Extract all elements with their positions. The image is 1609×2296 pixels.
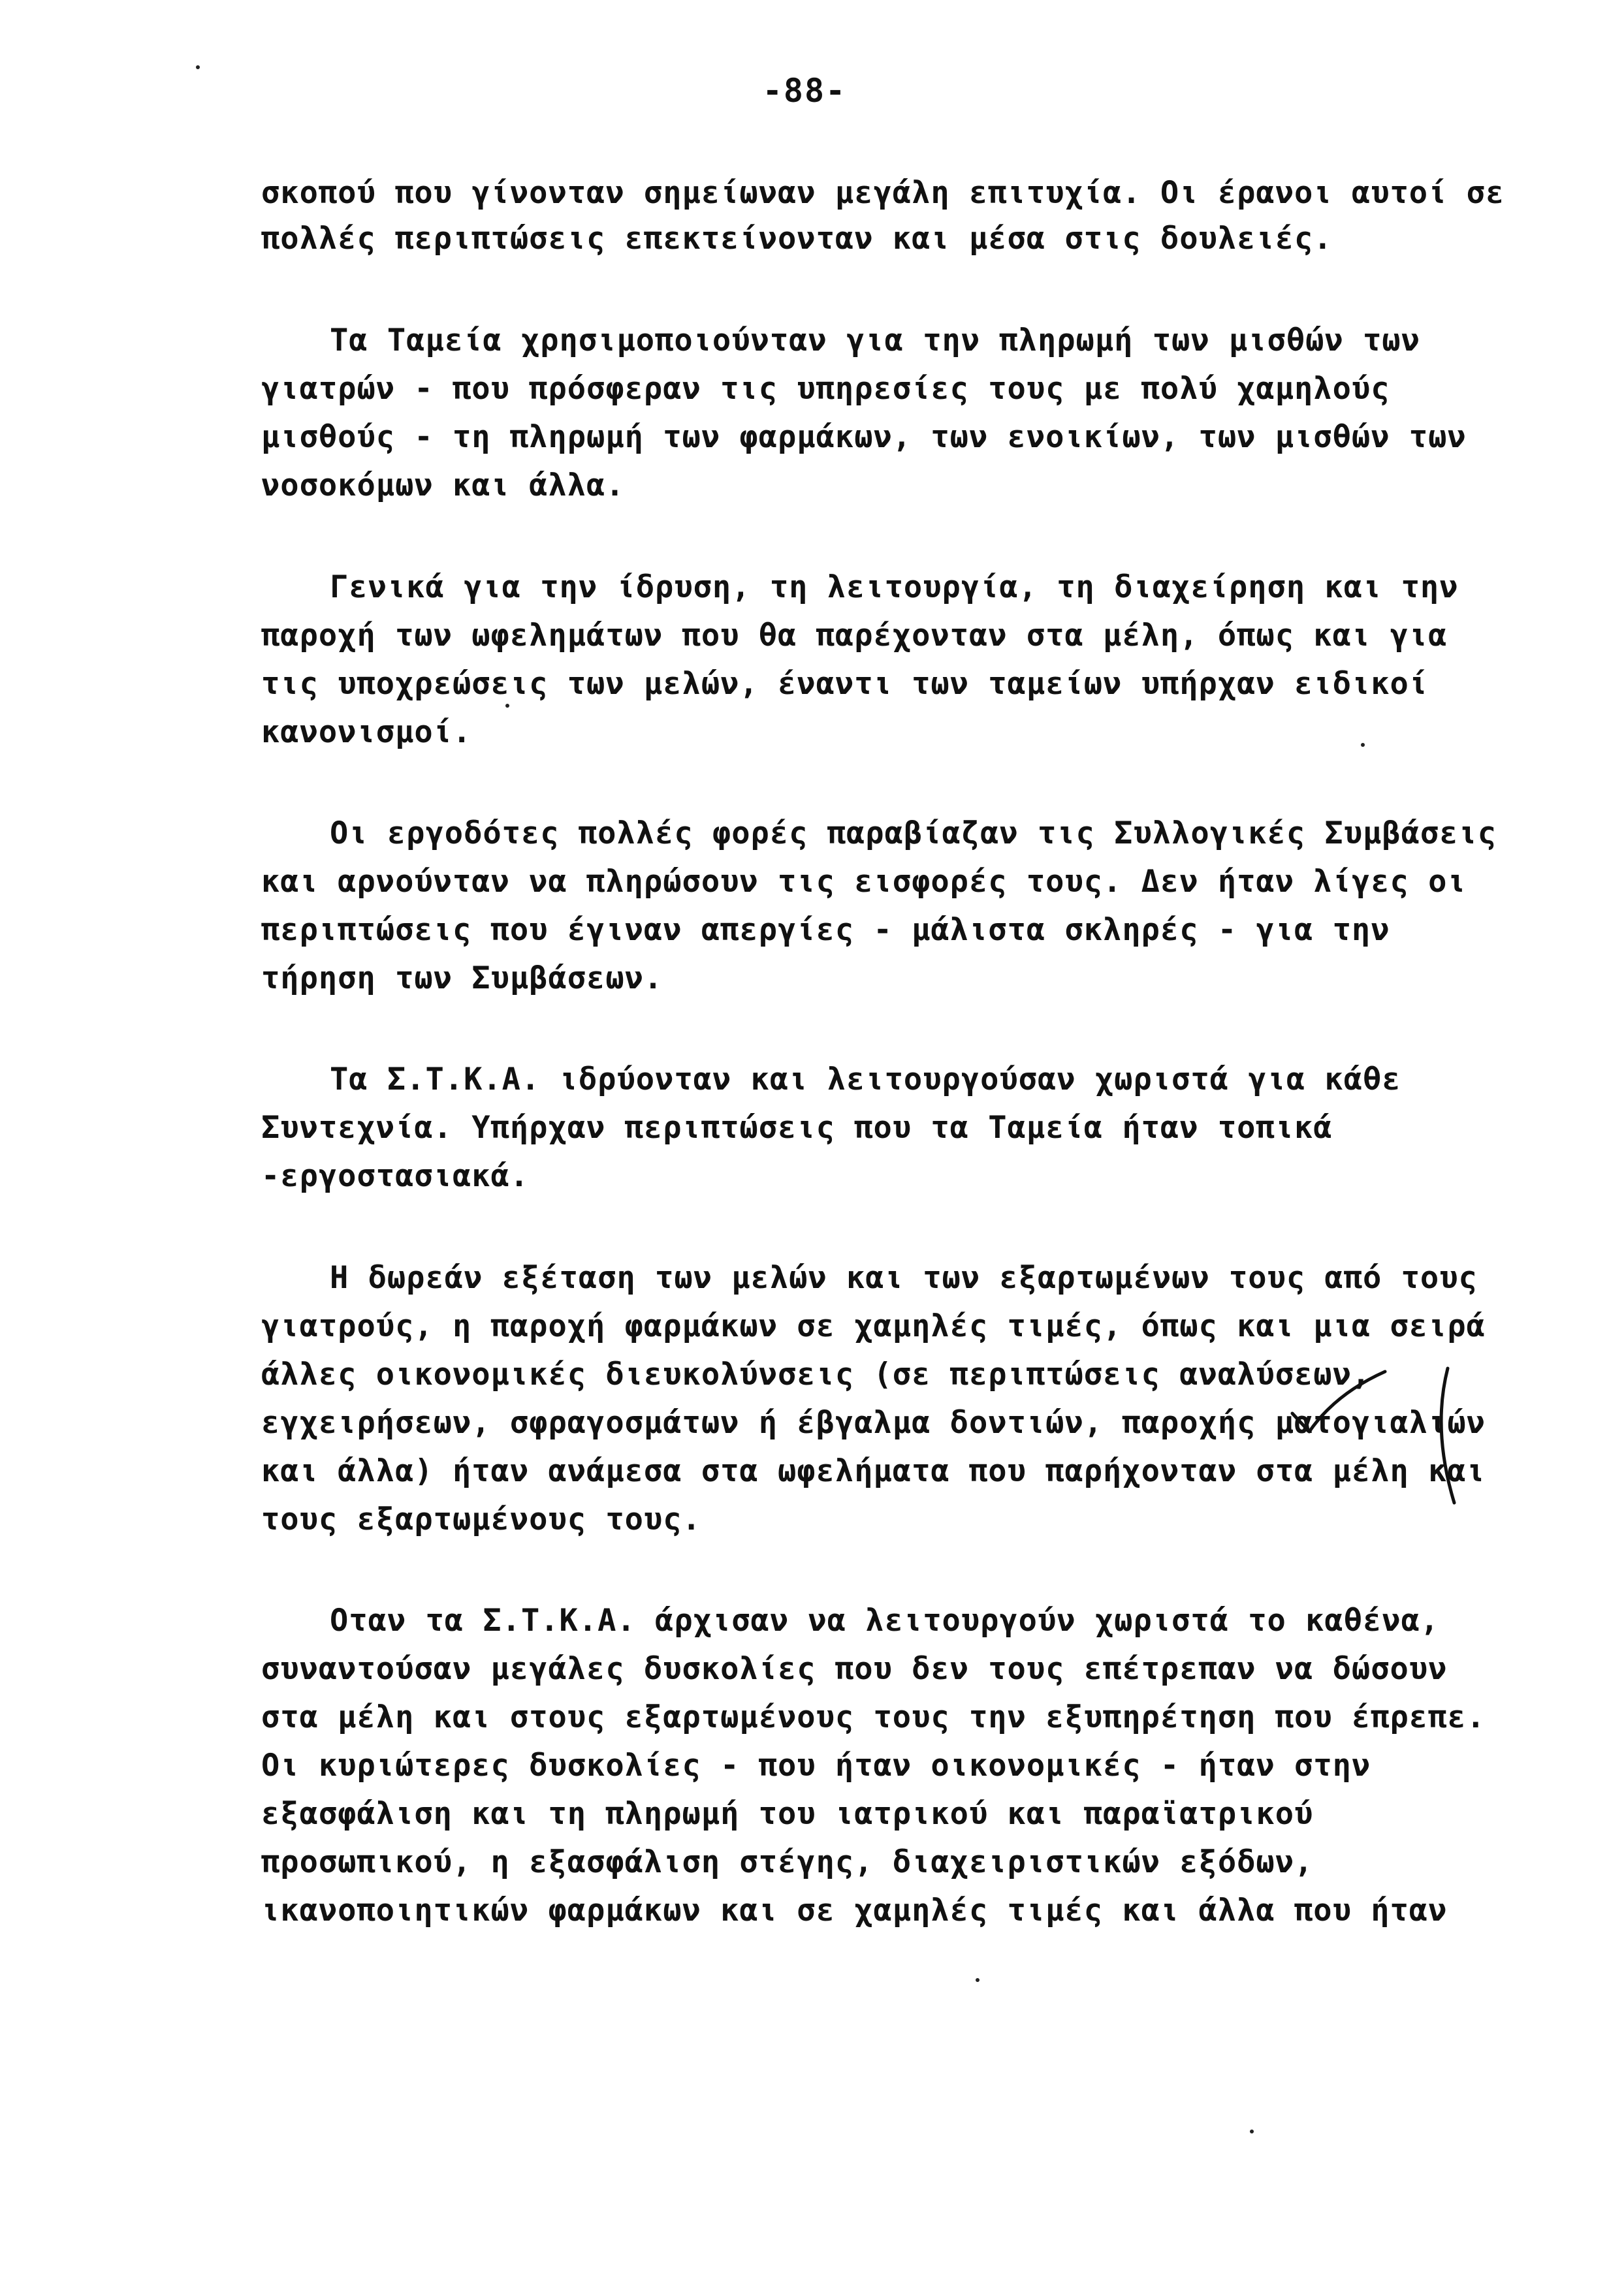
- text-line: μισθούς - τη πληρωμή των φαρμάκων, των ενοικίων, των μισθών των: [261, 419, 1467, 455]
- text-line: γιατρών - που πρόσφεραν τις υπηρεσίες τους με πολύ χαμηλούς: [261, 371, 1390, 407]
- handwritten-margin-bracket: [1427, 1364, 1466, 1508]
- scan-speck: [976, 1978, 980, 1982]
- text-line: προσωπικού, η εξασφάλιση στέγης, διαχειριστικών εξόδων,: [261, 1844, 1314, 1880]
- scan-speck: [196, 65, 200, 69]
- scan-speck: [1361, 743, 1365, 747]
- scan-speck: [1250, 2130, 1254, 2133]
- text-line: Γενικά για την ίδρυση, τη λειτουργία, τη διαχείρηση και την: [330, 569, 1459, 605]
- text-line: Συντεχνία. Υπήρχαν περιπτώσεις που τα Ταμεία ήταν τοπικά: [261, 1110, 1333, 1146]
- scan-speck: [505, 704, 509, 708]
- text-line: τις υποχρεώσεις των μελών, έναντι των ταμείων υπήρχαν ειδικοί: [261, 666, 1429, 702]
- text-line: Τα Ταμεία χρησιμοποιούνταν για την πληρωμή των μισθών των: [330, 322, 1420, 358]
- text-line: συναντούσαν μεγάλες δυσκολίες που δεν τους επέτρεπαν να δώσουν: [261, 1651, 1448, 1687]
- text-line: Η δωρεάν εξέταση των μελών και των εξαρτωμένων τους από τους: [330, 1260, 1478, 1296]
- text-line: άλλες οικονομικές διευκολύνσεις (σε περιπτώσεις αναλύσεων,: [261, 1357, 1371, 1392]
- text-line: και άλλα) ήταν ανάμεσα στα ωφελήματα που παρήχονταν στα μέλη και: [261, 1453, 1486, 1489]
- text-line: εγχειρήσεων, σφραγοσμάτων ή έβγαλμα δοντιών, παροχής ματογιαλιών: [261, 1405, 1486, 1441]
- text-line: κανονισμοί.: [261, 714, 472, 750]
- text-line: πολλές περιπτώσεις επεκτείνονταν και μέσα στις δουλειές.: [261, 221, 1333, 257]
- text-line: Τα Σ.Τ.Κ.Α. ιδρύονταν και λειτουργούσαν χωριστά για κάθε: [330, 1062, 1401, 1097]
- text-line: Οταν τα Σ.Τ.Κ.Α. άρχισαν να λειτουργούν χωριστά το καθένα,: [330, 1603, 1440, 1639]
- text-line: νοσοκόμων και άλλα.: [261, 467, 625, 503]
- text-line: και αρνούνταν να πληρώσουν τις εισφορές τους. Δεν ήταν λίγες οι: [261, 864, 1467, 900]
- text-line: εξασφάλιση και τη πληρωμή του ιατρικού και παραϊατρικού: [261, 1796, 1314, 1832]
- text-line: περιπτώσεις που έγιναν απεργίες - μάλιστα σκληρές - για την: [261, 912, 1390, 948]
- text-line: παροχή των ωφελημάτων που θα παρέχονταν στα μέλη, όπως και για: [261, 618, 1448, 653]
- text-line: ικανοποιητικών φαρμάκων και σε χαμηλές τιμές και άλλα που ήταν: [261, 1893, 1448, 1928]
- text-line: Οι εργοδότες πολλές φορές παραβίαζαν τις Συλλογικές Συμβάσεις: [330, 815, 1497, 851]
- text-line: γιατρούς, η παροχή φαρμάκων σε χαμηλές τιμές, όπως και μια σειρά: [261, 1308, 1486, 1344]
- text-line: τους εξαρτωμένους τους.: [261, 1502, 701, 1537]
- page-number: -88-: [762, 72, 847, 110]
- text-line: στα μέλη και στους εξαρτωμένους τους την εξυπηρέτηση που έπρεπε.: [261, 1699, 1486, 1735]
- handwritten-checkmark: [1290, 1368, 1388, 1439]
- text-line: Οι κυριώτερες δυσκολίες - που ήταν οικονομικές - ήταν στην: [261, 1748, 1371, 1784]
- text-line: τήρηση των Συμβάσεων.: [261, 960, 663, 996]
- text-line: σκοπού που γίνονταν σημείωναν μεγάλη επιτυχία. Οι έρανοι αυτοί σε: [261, 175, 1505, 211]
- text-line: -εργοστασιακά.: [261, 1158, 530, 1194]
